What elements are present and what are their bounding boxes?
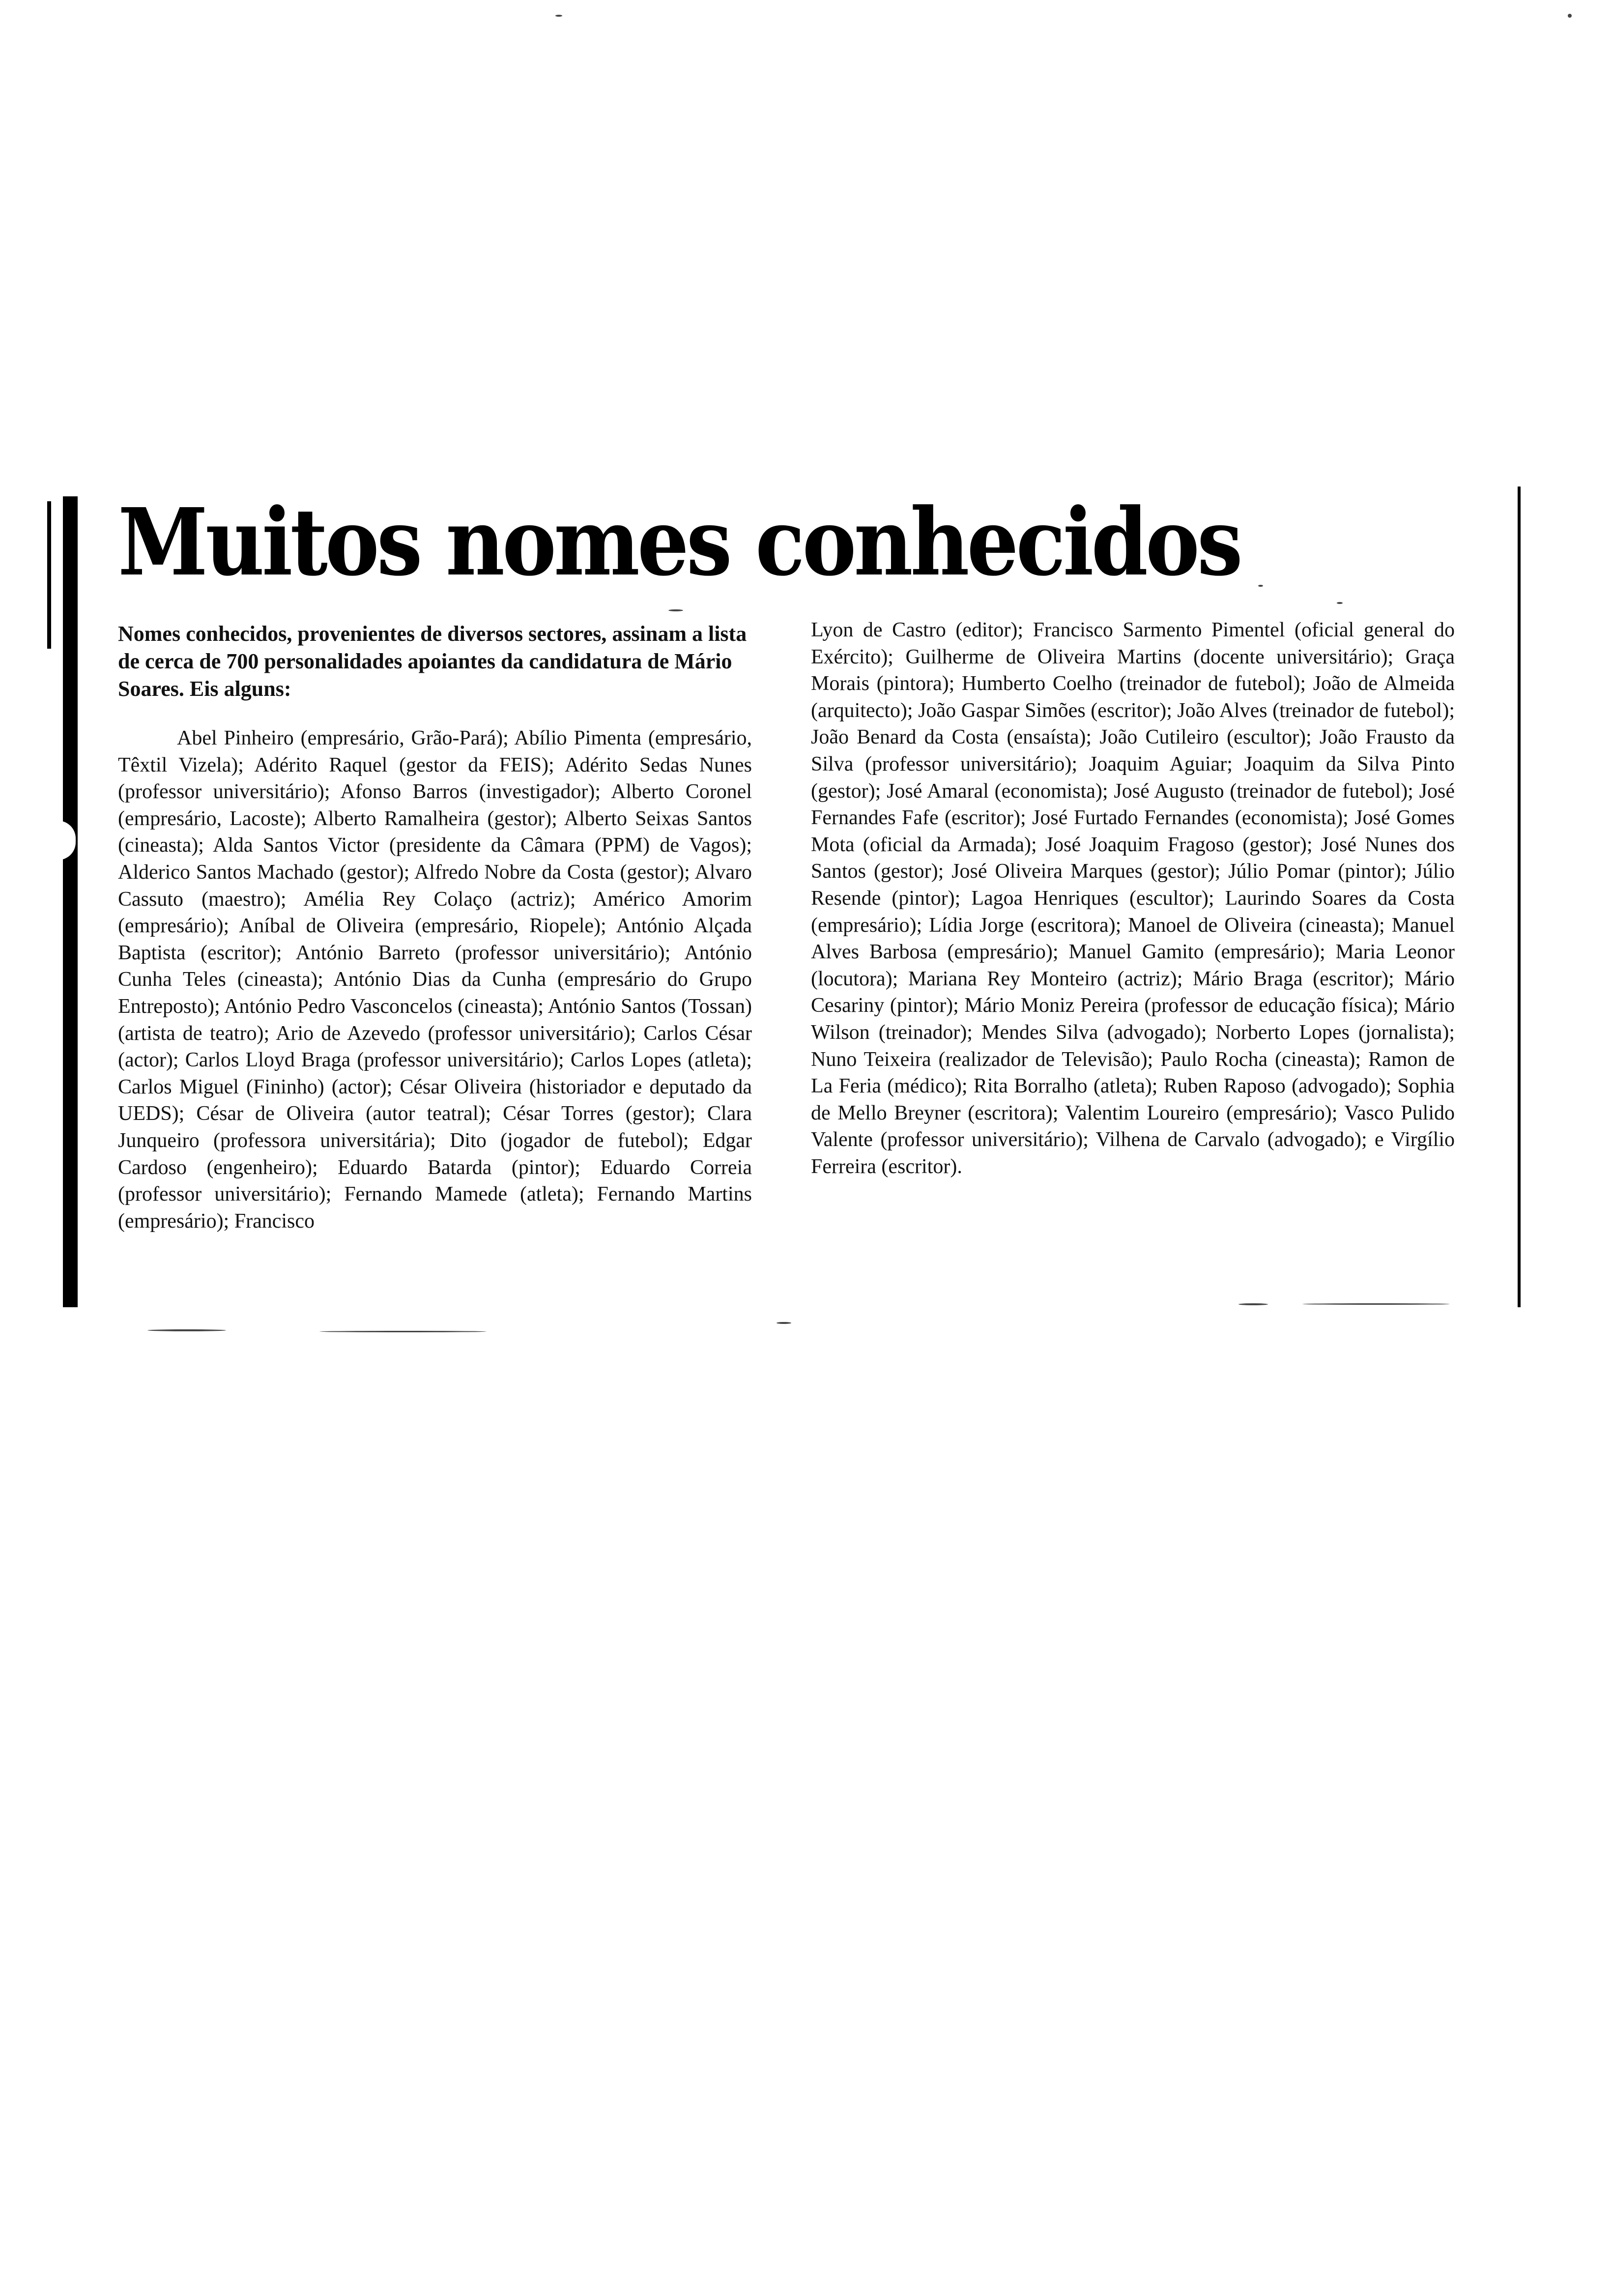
scan-speck — [555, 15, 562, 17]
article-column-left: Abel Pinheiro (empresário, Grão-Pará); Abílio Pimenta (empresário, Têxtil Vizela); Adérito Raquel (gestor da FEIS); Adérito Sedas Nunes (professor universitário); Afonso Barros (investigador); Alberto Coronel (empresário, Lacoste); Alberto Ramalheira (gestor); Alberto Seixas Santos (cineasta); Alda Santos Victor (presidente da Câmara (PPM) de Vagos); Alderico Santos Machado (gestor); Alfredo Nobre da Costa (gestor); Alvaro Cassuto (maestro); Amélia Rey Colaço (actriz); Américo Amorim (empresário); Aníbal de Oliveira (empresário, Riopele); António Alçada Baptista (escritor); António Barreto (professor universitário); António Cunha Teles (cineasta); António Dias da Cunha (empresário do Grupo Entreposto); António Pedro Vasconcelos (cineasta); António Santos (Tossan) (artista de teatro); Ario de Azevedo (professor universitário); Carlos César (actor); Carlos Lloyd Braga (professor universitário); Carlos Lopes (atleta); Carlos Miguel (Fininho) (actor); César Oliveira (historiador e deputado da UEDS); César de Oliveira (autor teatral); César Torres (gestor); Clara Junqueiro (professora universitária); Dito (jogador de futebol); Edgar Cardoso (engenheiro); Eduardo Batarda (pintor); Eduardo Correia (professor universitário); Fernando Mamede (atleta); Fernando Martins (empresário); Francisco — [118, 727, 752, 1233]
article-lede: Nomes conhecidos, provenientes de diversos sectores, assinam a lista de cerca de 700 personalidades apoiantes da candidatura de Mário Soares. Eis alguns: — [118, 622, 747, 701]
article-headline: Muitos nomes conhecidos — [118, 488, 1240, 597]
scan-speck — [777, 1322, 791, 1324]
scan-speck — [1302, 1303, 1450, 1305]
scan-speck — [147, 1329, 226, 1331]
scan-speck — [1337, 602, 1343, 604]
article-column-right: Lyon de Castro (editor); Francisco Sarmento Pimentel (oficial general do Exército); Guilherme de Oliveira Martins (docente universitário); Graça Morais (pintora); Humberto Coelho (treinador de futebol); João de Almeida (arquitecto); João Gaspar Simões (escritor); João Alves (treinador de futebol); João Benard da Costa (ensaísta); João Cutileiro (escultor); João Frausto da Silva (professor universitário); Joaquim Aguiar; Joaquim da Silva Pinto (gestor); José Amaral (economista); José Augusto (treinador de futebol); José Fernandes Fafe (escritor); José Furtado Fernandes (economista); José Gomes Mota (oficial da Armada); José Joaquim Fragoso (gestor); José Nunes dos Santos (gestor); José Oliveira Marques (gestor); Júlio Pomar (pintor); Júlio Resende (pintor); Lagoa Henriques (escultor); Laurindo Soares da Costa (empresário); Lídia Jorge (escritora); Manoel de Oliveira (cineasta); Manuel Alves Barbosa (empresário); Manuel Gamito (empresário); Maria Leonor (locutora); Mariana Rey Monteiro (actriz); Mário Braga (escritor); Mário Cesariny (pintor); Mário Moniz Pereira (professor de educação física); Mário Wilson (treinador); Mendes Silva (advogado); Norberto Lopes (jornalista); Nuno Teixeira (realizador de Televisão); Paulo Rocha (cineasta); Ramon de La Feria (médico); Rita Borralho (atleta); Ruben Raposo (advogado); Sophia de Mello Breyner (escritora); Valentim Loureiro (empresário); Vasco Pulido Valente (professor universitário); Vilhena de Carvalo (advogado); e Virgílio Ferreira (escritor). — [811, 619, 1455, 1178]
left-margin-thin-rule — [47, 501, 51, 649]
scan-speck — [1258, 585, 1263, 587]
scan-speck — [668, 609, 683, 611]
scan-speck — [1568, 14, 1572, 18]
scan-speck — [1238, 1303, 1268, 1305]
right-margin-rule — [1518, 487, 1521, 1307]
left-margin-rule — [63, 496, 78, 1307]
scan-speck — [319, 1331, 487, 1332]
